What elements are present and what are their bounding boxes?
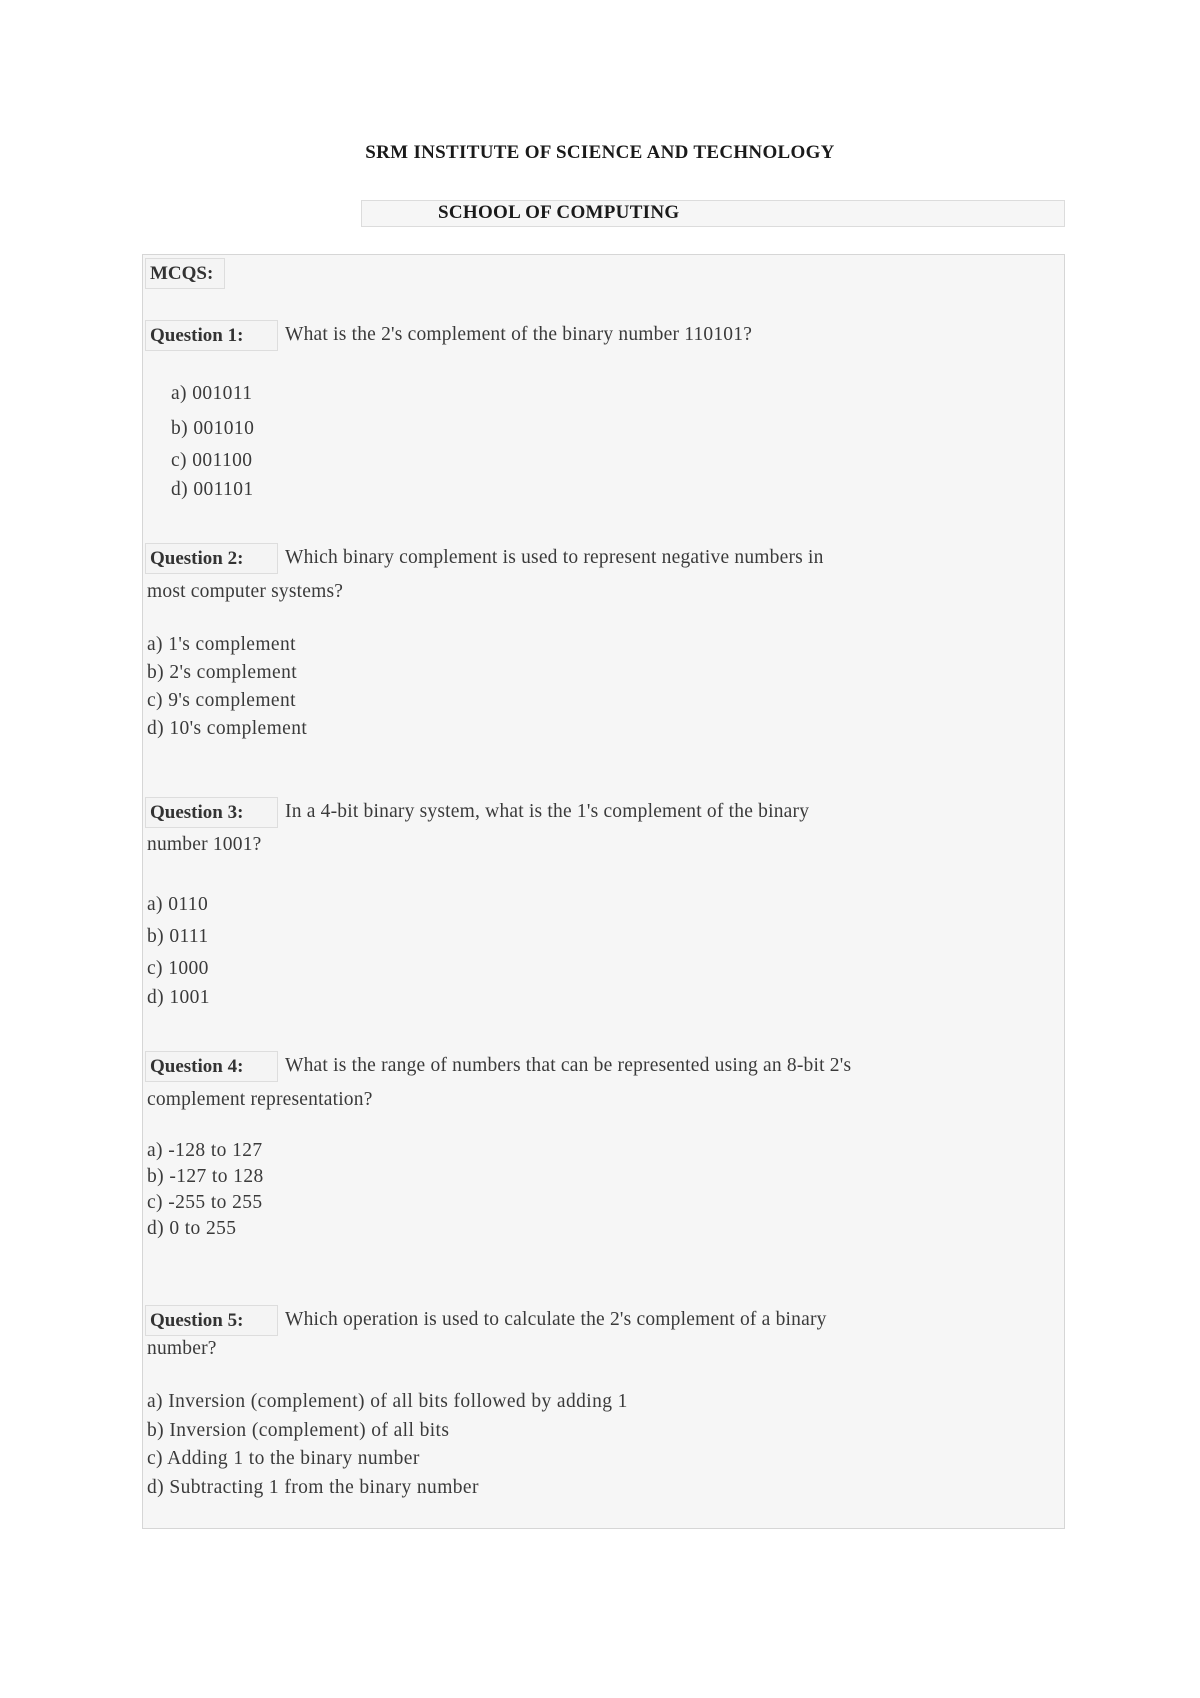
question-4-option-a: a) -128 to 127 bbox=[147, 1140, 263, 1161]
question-3-option-a: a) 0110 bbox=[147, 894, 209, 915]
question-2-text-line2: most computer systems? bbox=[147, 581, 344, 602]
question-4-text-line1: What is the range of numbers that can be represented using an 8-bit 2's bbox=[285, 1055, 852, 1076]
question-1-option-d: d) 001101 bbox=[171, 479, 254, 500]
question-2-label: Question 2: bbox=[145, 543, 278, 574]
question-5-option-a: a) Inversion (complement) of all bits followed by adding 1 bbox=[147, 1391, 628, 1412]
question-3-text-line2: number 1001? bbox=[147, 834, 262, 855]
question-4-text-line2: complement representation? bbox=[147, 1089, 373, 1110]
question-4-label: Question 4: bbox=[145, 1051, 278, 1082]
question-3-label: Question 3: bbox=[145, 797, 278, 828]
mcqs-label: MCQS: bbox=[145, 258, 225, 289]
question-4-option-b: b) -127 to 128 bbox=[147, 1166, 264, 1187]
question-4-option-d: d) 0 to 255 bbox=[147, 1218, 237, 1239]
question-1-label: Question 1: bbox=[145, 320, 278, 351]
question-3-option-c: c) 1000 bbox=[147, 958, 209, 979]
question-5-label: Question 5: bbox=[145, 1305, 278, 1336]
question-3-option-d: d) 1001 bbox=[147, 987, 210, 1008]
question-1-text: What is the 2's complement of the binary number 110101? bbox=[285, 324, 753, 345]
mcq-panel bbox=[142, 254, 1065, 1529]
question-2-option-b: b) 2's complement bbox=[147, 662, 298, 683]
question-2-option-a: a) 1's complement bbox=[147, 634, 296, 655]
question-5-option-c: c) Adding 1 to the binary number bbox=[147, 1448, 420, 1469]
question-5-option-d: d) Subtracting 1 from the binary number bbox=[147, 1477, 479, 1498]
question-5-text-line1: Which operation is used to calculate the 2's complement of a binary bbox=[285, 1309, 827, 1330]
question-5-text-line2: number? bbox=[147, 1338, 217, 1359]
institute-title: SRM INSTITUTE OF SCIENCE AND TECHNOLOGY bbox=[365, 142, 835, 163]
question-1-option-c: c) 001100 bbox=[171, 450, 253, 471]
question-2-text-line1: Which binary complement is used to represent negative numbers in bbox=[285, 547, 824, 568]
question-1-option-b: b) 001010 bbox=[171, 418, 255, 439]
question-1-option-a: a) 001011 bbox=[171, 383, 253, 404]
question-2-option-c: c) 9's complement bbox=[147, 690, 296, 711]
question-3-text-line1: In a 4-bit binary system, what is the 1's complement of the binary bbox=[285, 801, 810, 822]
school-heading: SCHOOL OF COMPUTING bbox=[438, 202, 680, 223]
question-2-option-d: d) 10's complement bbox=[147, 718, 308, 739]
question-5-option-b: b) Inversion (complement) of all bits bbox=[147, 1420, 450, 1441]
question-4-option-c: c) -255 to 255 bbox=[147, 1192, 263, 1213]
question-3-option-b: b) 0111 bbox=[147, 926, 209, 947]
